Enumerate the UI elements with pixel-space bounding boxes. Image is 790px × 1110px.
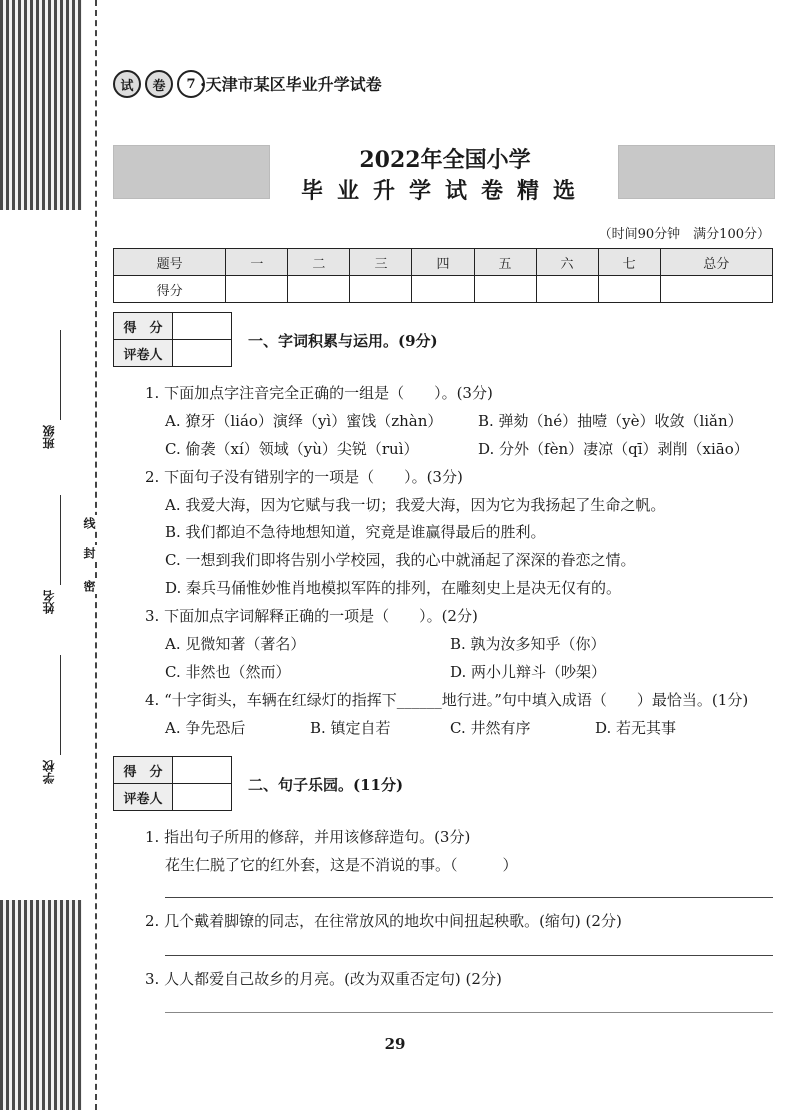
score-row-label: 得分 bbox=[114, 276, 226, 303]
score-header-cell: 五 bbox=[474, 249, 536, 276]
grader-reviewer-label: 评卷人 bbox=[114, 784, 173, 811]
answer-line[interactable] bbox=[165, 1012, 773, 1013]
option-1-4-c: C. 井然有序 bbox=[450, 719, 531, 737]
score-cell[interactable] bbox=[412, 276, 474, 303]
question-2-3: 3. 人人都爱自己故乡的月亮。(改为双重否定句) (2分) bbox=[145, 970, 502, 988]
answer-line[interactable] bbox=[165, 897, 773, 898]
question-1-3: 3. 下面加点字词解释正确的一项是（ ）。(2分) bbox=[145, 607, 478, 625]
grader-score-cell[interactable] bbox=[173, 757, 232, 784]
name-line bbox=[60, 495, 61, 585]
score-header-cell: 三 bbox=[350, 249, 412, 276]
badge-shi: 试 bbox=[113, 70, 141, 98]
grader-reviewer-label: 评卷人 bbox=[114, 340, 173, 367]
seal-char-3: 线 bbox=[82, 517, 96, 529]
binding-stripe-top bbox=[0, 0, 82, 210]
score-table-header-row bbox=[114, 249, 773, 276]
score-cell[interactable] bbox=[226, 276, 288, 303]
question-2-2: 2. 几个戴着脚镣的同志，在往常放风的地坎中间扭起秧歌。(缩句) (2分) bbox=[145, 912, 622, 930]
header-title: ·天津市某区毕业升学试卷 bbox=[200, 75, 382, 94]
option-1-3-c: C. 非然也（然而） bbox=[165, 663, 291, 681]
grader-box-2 bbox=[113, 756, 232, 811]
score-cell[interactable] bbox=[598, 276, 660, 303]
question-1-2: 2. 下面句子没有错别字的一项是（ ）。(3分) bbox=[145, 468, 463, 486]
section-2-title: 二、句子乐园。(11分) bbox=[248, 776, 404, 794]
score-cell[interactable] bbox=[350, 276, 412, 303]
seal-char-2: 封 bbox=[82, 547, 96, 559]
score-table-row bbox=[114, 276, 773, 303]
option-1-2-c: C. 一想到我们即将告别小学校园，我的心中就涌起了深深的眷恋之情。 bbox=[165, 551, 636, 569]
grader-score-label: 得 分 bbox=[114, 313, 173, 340]
grader-score-label: 得 分 bbox=[114, 757, 173, 784]
score-table bbox=[113, 248, 773, 303]
score-cell[interactable] bbox=[288, 276, 350, 303]
option-1-4-b: B. 镇定自若 bbox=[310, 719, 391, 737]
score-header-cell: 七 bbox=[598, 249, 660, 276]
answer-line[interactable] bbox=[165, 955, 773, 956]
option-1-1-a: A. 獠牙（liáo）演绎（yì）蜜饯（zhàn） bbox=[165, 412, 443, 430]
section-1-title: 一、字词积累与运用。(9分) bbox=[248, 332, 438, 350]
page-number: 29 bbox=[384, 1035, 406, 1053]
score-header-cell: 题号 bbox=[114, 249, 226, 276]
time-info: （时间90分钟 满分100分） bbox=[598, 227, 770, 242]
question-1-4: 4. “十字街头，车辆在红绿灯的指挥下______地行进。”句中填入成语（ ）最恰当。(1分) bbox=[145, 691, 749, 709]
score-header-cell: 四 bbox=[412, 249, 474, 276]
option-1-3-d: D. 两小儿辩斗（吵架） bbox=[450, 663, 607, 681]
option-1-1-d: D. 分外（fèn）凄凉（qī）剥削（xiāo） bbox=[478, 440, 749, 458]
page-title: 2022年全国小学 bbox=[359, 147, 531, 173]
score-header-cell: 一 bbox=[226, 249, 288, 276]
binding-stripe-bottom bbox=[0, 900, 82, 1110]
grader-box-1 bbox=[113, 312, 232, 367]
title-gray-box-right bbox=[618, 145, 775, 199]
name-label: 姓名 bbox=[42, 590, 56, 614]
question-2-1-sentence: 花生仁脱了它的红外套，这是不消说的事。（ ） bbox=[165, 856, 518, 874]
title-gray-box-left bbox=[113, 145, 270, 199]
score-header-cell: 总分 bbox=[660, 249, 772, 276]
seal-char-1: 密 bbox=[82, 580, 96, 592]
option-1-3-b: B. 孰为汝多知乎（你） bbox=[450, 635, 606, 653]
badge-juan: 卷 bbox=[145, 70, 173, 98]
option-1-3-a: A. 见微知著（著名） bbox=[165, 635, 306, 653]
score-cell[interactable] bbox=[536, 276, 598, 303]
class-label: 班级 bbox=[42, 425, 56, 449]
score-cell[interactable] bbox=[474, 276, 536, 303]
score-header-cell: 六 bbox=[536, 249, 598, 276]
page-subtitle: 毕业升学试卷精选 bbox=[300, 178, 589, 204]
option-1-4-d: D. 若无其事 bbox=[595, 719, 677, 737]
option-1-2-b: B. 我们都迫不急待地想知道，究竟是谁赢得最后的胜利。 bbox=[165, 523, 546, 541]
badge-number: 7 bbox=[177, 70, 205, 98]
option-1-1-c: C. 偷袭（xí）领域（yù）尖锐（ruì） bbox=[165, 440, 419, 458]
school-label: 学校 bbox=[42, 760, 56, 784]
grader-reviewer-cell[interactable] bbox=[173, 340, 232, 367]
score-header-cell: 二 bbox=[288, 249, 350, 276]
option-1-1-b: B. 弹劾（hé）抽噎（yè）收敛（liǎn） bbox=[478, 412, 743, 430]
question-2-1: 1. 指出句子所用的修辞，并用该修辞造句。(3分) bbox=[145, 828, 471, 846]
grader-reviewer-cell[interactable] bbox=[173, 784, 232, 811]
option-1-2-d: D. 秦兵马俑惟妙惟肖地模拟军阵的排列，在雕刻史上是决无仅有的。 bbox=[165, 579, 622, 597]
option-1-4-a: A. 争先恐后 bbox=[165, 719, 246, 737]
grader-score-cell[interactable] bbox=[173, 313, 232, 340]
question-1-1: 1. 下面加点字注音完全正确的一组是（ ）。(3分) bbox=[145, 384, 493, 402]
score-cell[interactable] bbox=[660, 276, 772, 303]
class-line bbox=[60, 330, 61, 420]
school-line bbox=[60, 655, 61, 755]
option-1-2-a: A. 我爱大海，因为它赋与我一切；我爱大海，因为它为我扬起了生命之帆。 bbox=[165, 496, 666, 514]
